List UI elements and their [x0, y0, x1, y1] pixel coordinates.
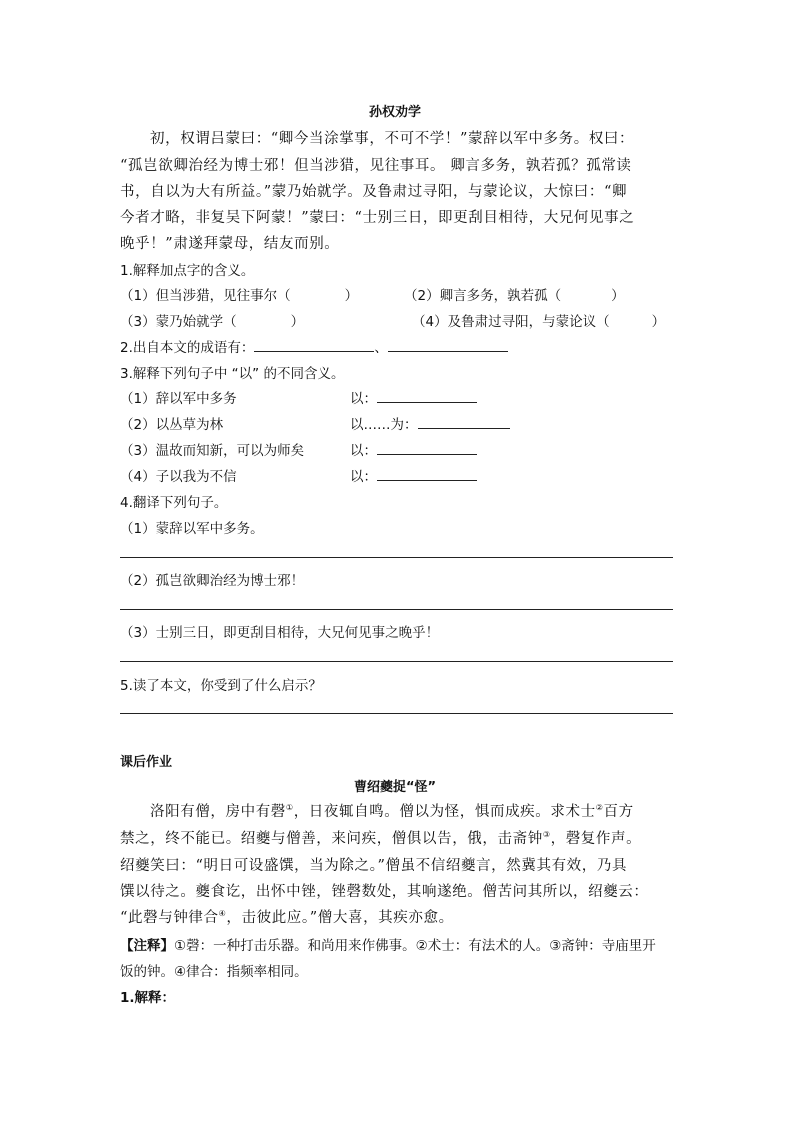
passage-line: 晚乎！”肃遂拜蒙母，结友而别。: [120, 236, 340, 252]
answer-blank[interactable]: [254, 339, 374, 352]
question-1-item: [120, 310, 304, 330]
notes-label: 【注释】: [120, 938, 174, 954]
answer-line[interactable]: [120, 557, 673, 558]
answer-line[interactable]: [120, 713, 673, 714]
passage-title: 孙权劝学: [369, 105, 422, 120]
item-text: （2）卿言多务，孰若孤（: [404, 288, 562, 304]
text: ，日夜辄自鸣。僧以为怪，惧而成疾。求术士: [293, 804, 596, 820]
answer-blank[interactable]: [418, 416, 510, 429]
item-text: （4）及鲁肃过寻阳，与蒙论议（: [412, 314, 610, 330]
q3-answer: [350, 413, 510, 433]
text: ，磬复作声。: [550, 831, 642, 847]
notes-line: [120, 934, 656, 954]
q3-sentence: （2）以丛草为林: [120, 417, 224, 433]
text: “此磬与钟律合: [120, 910, 219, 926]
notes-line: 饭的钟。④律合：指频率相同。: [120, 964, 308, 980]
answer-line[interactable]: [120, 609, 673, 610]
answer-blank[interactable]: [377, 468, 477, 481]
text: 百方: [603, 804, 634, 820]
homework-question-1: 1.解释：: [120, 990, 176, 1006]
item-close: ）: [290, 314, 305, 330]
q4-item: （1）蒙辞以军中多务。: [120, 521, 264, 537]
passage-line: [120, 827, 641, 848]
footnote-marker: ④: [218, 909, 227, 919]
passage-line: [120, 880, 649, 901]
q3-label: 以：: [350, 443, 377, 459]
answer-blank[interactable]: [377, 442, 477, 455]
question-3-prompt: 3.解释下列句子中 “以” 的不同含义。: [120, 366, 345, 382]
answer-blank[interactable]: [377, 390, 477, 403]
text: 绍夔笑曰：“明日可设盛馔，当为除之。”僧虽不信绍夔言，然冀其有效，乃具: [120, 858, 628, 874]
q3-sentence: （4）子以我为不信: [120, 469, 237, 485]
homework-heading: 课后作业: [120, 755, 173, 770]
item-text: （3）蒙乃始就学（: [120, 314, 237, 330]
item-close: ）: [611, 288, 625, 304]
q3-label: 以：: [350, 391, 377, 407]
question-1-item: [412, 310, 665, 330]
passage-line: “孤岂欲卿治经为博士邪！但当涉猎，见往事耳。 卿言多务，孰若孤？孤常读: [120, 158, 632, 174]
question-2: [120, 336, 508, 356]
q3-answer: [350, 439, 477, 459]
q4-item: （2）孤岂欲卿治经为博士邪！: [120, 573, 305, 589]
item-close: ）: [651, 314, 666, 330]
q4-item: （3）士别三日，即更刮目相待，大兄何见事之晚乎！: [120, 625, 440, 641]
question-2-prompt: 2.出自本文的成语有：: [120, 340, 255, 356]
question-4-prompt: 4.翻译下列句子。: [120, 495, 228, 511]
q3-label: 以：: [350, 469, 377, 485]
text: 馔以待之。夔食讫，出怀中锉，锉磬数处，其响遂绝。僧苦问其所以，绍夔云：: [120, 884, 649, 900]
passage-line: 初，权谓吕蒙曰：“卿今当涂掌事，不可不学！”蒙辞以军中多务。权曰：: [150, 131, 635, 147]
passage-line: 今者才略，非复吴下阿蒙！”蒙曰：“士别三日，即更刮目相待，大兄何见事之: [120, 210, 635, 226]
text: 洛阳有僧，房中有磬: [150, 804, 286, 820]
passage-line: [120, 906, 454, 927]
q3-label: 以……为：: [350, 417, 418, 433]
separator: 、: [374, 340, 388, 356]
q3-answer: [350, 465, 477, 485]
passage-2-title: 曹绍夔捉“怪”: [354, 780, 437, 795]
text: 禁之，终不能已。绍夔与僧善，来问疾，僧俱以告，俄，击斋钟: [120, 831, 543, 847]
item-text: （1）但当涉猎，见往事尔（: [120, 288, 291, 304]
answer-line[interactable]: [120, 661, 673, 662]
q3-answer: [350, 387, 477, 407]
passage-line: [120, 854, 627, 875]
footnote-marker: ①: [285, 803, 294, 813]
q3-sentence: （3）温故而知新，可以为师矣: [120, 443, 305, 459]
passage-line: 书，自以为大有所益。”蒙乃始就学。及鲁肃过寻阳，与蒙论议，大惊曰：“卿: [120, 184, 628, 200]
question-1-prompt: 1.解释加点字的含义。: [120, 263, 255, 279]
q3-sentence: （1）辞以军中多务: [120, 391, 237, 407]
text: ，击彼此应。”僧大喜，其疾亦愈。: [226, 910, 454, 926]
footnote-marker: ②: [595, 803, 604, 813]
item-close: ）: [344, 288, 359, 304]
question-1-item: [120, 284, 358, 304]
question-1-item: [404, 284, 625, 304]
passage-line: [150, 800, 634, 821]
footnote-marker: ③: [542, 830, 551, 840]
answer-blank[interactable]: [388, 339, 508, 352]
question-5-prompt: 5.读了本文，你受到了什么启示？: [120, 678, 322, 694]
notes-text: ①磬：一种打击乐器。和尚用来作佛事。②术士：有法术的人。③斋钟：寺庙里开: [174, 938, 656, 954]
